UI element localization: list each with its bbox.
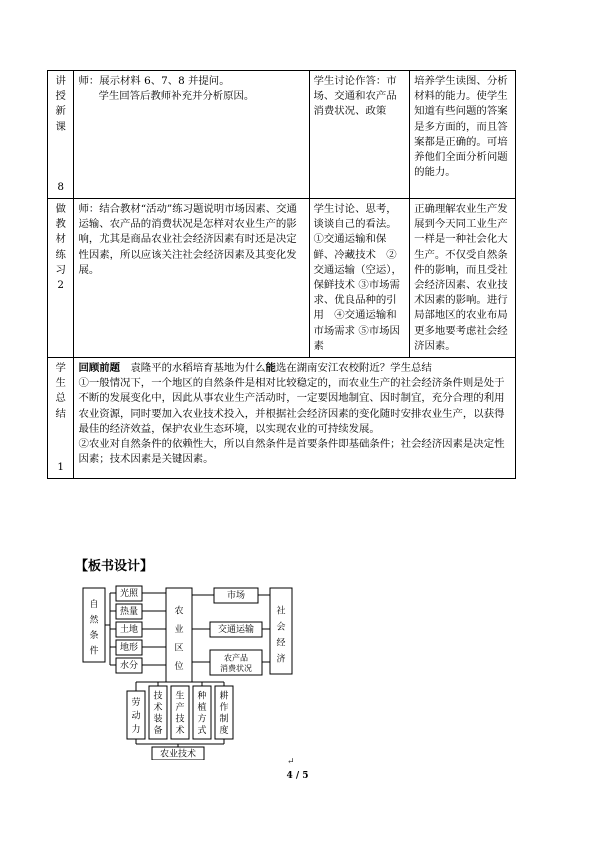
social-label: 社会经济: [276, 606, 286, 665]
social-item-label: 农产品: [224, 653, 248, 663]
label-minutes: 2: [57, 279, 65, 292]
label-char: 学: [55, 362, 66, 375]
social-item-label: 消费状况: [220, 664, 252, 673]
blackboard-diagram: [80, 582, 300, 760]
lesson-plan-table: [47, 70, 516, 479]
natural-item-label: 水分: [119, 661, 139, 671]
label-char: 总: [55, 392, 66, 405]
label-char: 新: [55, 105, 66, 118]
label-minutes: 8: [57, 180, 65, 193]
natural-item-label: 热量: [119, 607, 139, 617]
student-activity: 学生讨论作答：市场、交通和农产品消费状况、政策: [309, 71, 410, 199]
natural-item-label: 土地: [119, 625, 139, 635]
social-item-label: 交通运输: [217, 625, 255, 635]
teacher-text: 师：展示材料 6、7、8 并提问。: [78, 75, 230, 87]
center-label: 农业区位: [174, 606, 184, 672]
summary-point: ②农业对自然条件的依赖性大，所以自然条件是首要条件即基础条件；社会经济因素是决定性因素；技术因素是关键因素。: [78, 438, 505, 466]
label-char: 课: [55, 120, 66, 133]
row-label: [48, 199, 74, 358]
summary-point: ①一般情况下，一个地区的自然条件是相对比较稳定的，而农业生产的社会经济条件则是处于不断的发展变化中，因此从事农业生产活动时，一定要因地制宜、因时制宜，充分合理的利用农业资源，同时要加入农业技术投入，并根据社会经济因素的变化随时安排农业生产，以获得最佳的经济效益，保护农业生态环境，以实现农业的可持续发展。: [78, 377, 505, 435]
tech-item-label: 劳动力: [131, 697, 141, 736]
label-char: 习: [55, 263, 66, 276]
label-minutes: 1: [57, 460, 65, 473]
label-char: 材: [55, 233, 66, 246]
section-title: 【板书设计】: [75, 559, 154, 574]
tech-item-label: 生产技术: [175, 691, 185, 736]
natural-item-label: 光照: [119, 589, 139, 599]
summary-intro: 选在湖南安江农校附近？学生总结: [275, 362, 432, 375]
summary-intro: 袁隆平的水稻培育基地为什么: [120, 362, 266, 375]
summary-content: [74, 358, 516, 479]
teacher-text: 学生回答后教师补充并分析原因。: [98, 90, 255, 103]
label-char: 生: [55, 377, 66, 390]
design-purpose: 正确理解农业生产发展到今天同工业生产一样是一种社会化大生产。不仅受自然条件的影响，而且受社会经济因素、农业技术因素的影响。进行局部地区的农业布局更多地要考虑社会经济因素。: [410, 199, 516, 358]
teacher-activity: 师：结合教材“活动”练习题说明市场因素、交通运输、农产品的消费状况是怎样对农业生产的影响，尤其是商品农业社会经济因素有时还是决定性因素，所以应该关注社会经济因素及其变化发展。: [74, 199, 309, 358]
return-mark: ↵: [287, 757, 295, 767]
label-char: 教: [55, 218, 66, 231]
label-char: 练: [55, 248, 66, 261]
student-activity: 学生讨论、思考，谈谈自己的看法。①交通运输和保鲜、冷藏技术 ②交通运输（空运），保鲜技术 ③市场需求、优良品种的引用 ④交通运输和市场需求 ⑤市场因素: [309, 199, 410, 358]
natural-item-label: 地形: [119, 643, 139, 653]
row-label: [48, 358, 74, 479]
page-number: 4 / 5: [286, 771, 309, 781]
tech-item-label: 种植方式: [197, 691, 207, 736]
teacher-activity: [74, 71, 309, 199]
tech-item-label: 耕作制度: [219, 691, 229, 736]
social-item-label: 市场: [226, 591, 246, 601]
row-label: [48, 71, 74, 199]
table-row: [48, 199, 516, 358]
summary-intro-emph: 能: [265, 362, 276, 375]
tech-item-label: 技术装备: [153, 691, 163, 736]
label-char: 做: [55, 203, 66, 216]
tech-label: 农业技术: [159, 749, 197, 760]
natural-label: 自然条件: [89, 600, 99, 657]
table-row: [48, 71, 516, 199]
label-char: 授: [55, 90, 66, 103]
design-purpose: 培养学生读图、分析材料的能力。使学生知道有些问题的答案是多方面的，而且答案都是正确的。可培养他们全面分析问题的能力。: [410, 71, 516, 199]
table-row: [48, 358, 516, 479]
label-char: 讲: [55, 75, 66, 87]
summary-heading: 回顾前题: [78, 362, 121, 375]
label-char: 结: [55, 407, 66, 420]
